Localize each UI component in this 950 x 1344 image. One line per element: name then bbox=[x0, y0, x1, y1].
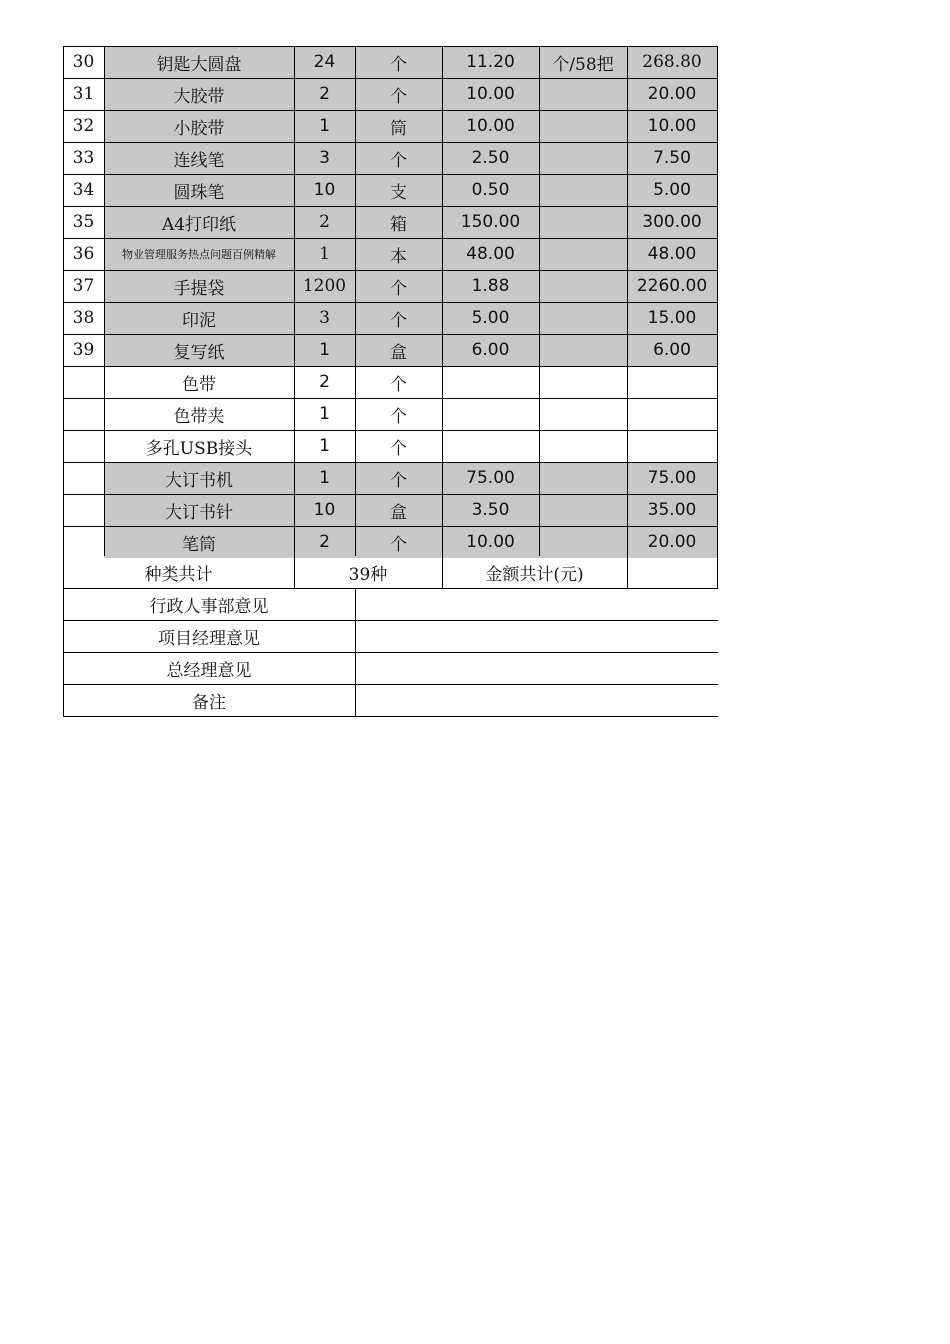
item-name: 钥匙大圆盘 bbox=[104, 46, 294, 78]
row-divider bbox=[63, 620, 718, 621]
item-name: 印泥 bbox=[104, 302, 294, 334]
item-name: 大订书机 bbox=[104, 462, 294, 494]
item-unit: 筒 bbox=[355, 110, 442, 142]
column-divider bbox=[539, 46, 540, 556]
item-amount: 7.50 bbox=[627, 142, 717, 174]
row-number bbox=[63, 462, 104, 494]
item-amount: 75.00 bbox=[627, 462, 717, 494]
item-amount: 48.00 bbox=[627, 238, 717, 270]
item-pack-note bbox=[539, 494, 627, 526]
row-number: 35 bbox=[72, 212, 95, 232]
column-divider bbox=[627, 556, 628, 588]
item-pack-note bbox=[539, 270, 627, 302]
item-unit-price: 3.50 bbox=[442, 494, 539, 526]
approval-value-admin-hr bbox=[355, 588, 717, 620]
row-divider bbox=[63, 652, 718, 653]
row-divider bbox=[63, 174, 718, 175]
column-divider bbox=[294, 556, 295, 588]
row-divider bbox=[63, 142, 718, 143]
item-unit: 个 bbox=[390, 406, 407, 427]
item-unit: 个 bbox=[355, 270, 442, 302]
item-unit: 个 bbox=[355, 46, 442, 78]
item-unit-price: 1.88 bbox=[442, 270, 539, 302]
item-quantity: 1 bbox=[294, 462, 355, 494]
approval-value-remarks bbox=[355, 684, 717, 716]
item-name: 物业管理服务热点问题百例精解 bbox=[104, 238, 294, 270]
row-divider bbox=[63, 494, 718, 495]
item-unit: 盒 bbox=[355, 494, 442, 526]
row-number: 38 bbox=[72, 308, 95, 328]
item-quantity: 1 bbox=[294, 110, 355, 142]
approval-label-admin-hr: 行政人事部意见 bbox=[149, 596, 269, 617]
row-number: 39 bbox=[72, 340, 95, 360]
row-number bbox=[63, 398, 104, 430]
row-divider bbox=[63, 366, 718, 367]
item-name: 圆珠笔 bbox=[104, 174, 294, 206]
item-name: 多孔USB接头 bbox=[145, 438, 253, 459]
item-amount: 268.80 bbox=[627, 46, 717, 78]
row-divider bbox=[63, 430, 718, 431]
item-pack-note bbox=[539, 398, 627, 430]
row-divider bbox=[63, 334, 718, 335]
item-pack-note bbox=[539, 206, 627, 238]
item-amount: 20.00 bbox=[627, 526, 717, 558]
row-divider bbox=[63, 78, 718, 79]
item-pack-note bbox=[539, 238, 627, 270]
row-divider bbox=[63, 302, 718, 303]
row-number bbox=[63, 526, 104, 558]
item-amount: 15.00 bbox=[627, 302, 717, 334]
row-divider bbox=[63, 462, 718, 463]
item-amount: 20.00 bbox=[627, 78, 717, 110]
item-amount: 35.00 bbox=[627, 494, 717, 526]
row-divider bbox=[63, 270, 718, 271]
column-divider bbox=[294, 46, 295, 556]
column-divider bbox=[63, 46, 64, 556]
item-quantity: 3 bbox=[294, 302, 355, 334]
row-divider bbox=[63, 588, 718, 589]
item-unit-price bbox=[442, 430, 539, 462]
item-unit-price bbox=[442, 398, 539, 430]
item-pack-note bbox=[539, 334, 627, 366]
column-divider bbox=[717, 46, 718, 556]
column-divider bbox=[355, 588, 356, 716]
kind-total-label: 种类共计 bbox=[144, 564, 213, 585]
item-quantity: 1 bbox=[294, 334, 355, 366]
item-name: 色带夹 bbox=[173, 406, 225, 427]
item-name: 连线笔 bbox=[104, 142, 294, 174]
row-number bbox=[63, 366, 104, 398]
item-unit-price: 150.00 bbox=[442, 206, 539, 238]
column-divider bbox=[63, 556, 64, 588]
item-name: 大胶带 bbox=[104, 78, 294, 110]
item-quantity: 3 bbox=[294, 142, 355, 174]
item-quantity: 1 bbox=[319, 436, 330, 456]
item-unit: 支 bbox=[355, 174, 442, 206]
row-number: 37 bbox=[72, 276, 95, 296]
item-unit-price: 75.00 bbox=[442, 462, 539, 494]
item-unit-price: 10.00 bbox=[442, 526, 539, 558]
item-amount: 300.00 bbox=[627, 206, 717, 238]
row-number bbox=[63, 430, 104, 462]
row-divider bbox=[63, 716, 718, 717]
row-number: 33 bbox=[72, 148, 95, 168]
item-unit-price: 11.20 bbox=[442, 46, 539, 78]
item-quantity: 1200 bbox=[294, 270, 355, 302]
item-unit: 盒 bbox=[355, 334, 442, 366]
item-unit-price: 10.00 bbox=[442, 110, 539, 142]
item-amount: 2260.00 bbox=[627, 270, 717, 302]
approval-value-project-manager bbox=[355, 620, 717, 652]
row-divider bbox=[63, 110, 718, 111]
row-divider bbox=[63, 206, 718, 207]
item-name: 笔筒 bbox=[104, 526, 294, 558]
item-pack-note bbox=[539, 78, 627, 110]
item-unit: 个 bbox=[390, 438, 407, 459]
item-quantity: 2 bbox=[294, 78, 355, 110]
item-amount: 5.00 bbox=[627, 174, 717, 206]
row-number: 30 bbox=[72, 52, 95, 72]
approval-label-project-manager: 项目经理意见 bbox=[158, 628, 260, 649]
item-quantity: 1 bbox=[294, 238, 355, 270]
row-divider bbox=[63, 46, 718, 47]
item-unit: 个 bbox=[390, 374, 407, 395]
item-unit: 个 bbox=[355, 142, 442, 174]
column-divider bbox=[104, 46, 105, 556]
item-pack-note bbox=[539, 366, 627, 398]
row-divider bbox=[63, 684, 718, 685]
column-divider bbox=[63, 588, 64, 716]
item-amount bbox=[627, 398, 717, 430]
column-divider bbox=[442, 556, 443, 588]
approval-label-remarks: 备注 bbox=[192, 692, 226, 713]
item-amount bbox=[627, 430, 717, 462]
amount-total-label: 金额共计(元) bbox=[485, 564, 584, 585]
item-name: 小胶带 bbox=[104, 110, 294, 142]
item-unit: 个 bbox=[355, 302, 442, 334]
item-quantity: 24 bbox=[294, 46, 355, 78]
approval-label-general-manager: 总经理意见 bbox=[166, 660, 252, 681]
item-unit-price: 6.00 bbox=[442, 334, 539, 366]
item-unit: 个 bbox=[355, 526, 442, 558]
item-pack-note bbox=[539, 142, 627, 174]
item-name: 手提袋 bbox=[104, 270, 294, 302]
item-amount: 6.00 bbox=[627, 334, 717, 366]
item-amount: 10.00 bbox=[627, 110, 717, 142]
row-number bbox=[63, 494, 104, 526]
column-divider bbox=[355, 46, 356, 556]
item-unit: 本 bbox=[355, 238, 442, 270]
row-divider bbox=[63, 238, 718, 239]
item-unit-price: 2.50 bbox=[442, 142, 539, 174]
item-unit-price: 48.00 bbox=[442, 238, 539, 270]
item-name: A4打印纸 bbox=[104, 206, 294, 238]
item-quantity: 1 bbox=[319, 404, 330, 424]
item-pack-note bbox=[539, 462, 627, 494]
item-amount bbox=[627, 366, 717, 398]
item-pack-note bbox=[539, 302, 627, 334]
approval-value-general-manager bbox=[355, 652, 717, 684]
item-name: 大订书针 bbox=[104, 494, 294, 526]
item-pack-note bbox=[539, 526, 627, 558]
item-unit: 箱 bbox=[355, 206, 442, 238]
item-unit-price: 10.00 bbox=[442, 78, 539, 110]
row-number: 34 bbox=[72, 180, 95, 200]
row-number: 31 bbox=[72, 84, 95, 104]
item-name: 色带 bbox=[182, 374, 216, 395]
column-divider bbox=[442, 46, 443, 556]
row-divider bbox=[63, 398, 718, 399]
row-divider bbox=[63, 526, 718, 527]
row-number: 32 bbox=[72, 116, 95, 136]
column-divider bbox=[717, 556, 718, 588]
item-pack-note bbox=[539, 110, 627, 142]
item-pack-note: 个/58把 bbox=[539, 46, 627, 78]
item-quantity: 2 bbox=[294, 206, 355, 238]
amount-total-value bbox=[627, 556, 717, 588]
item-unit-price bbox=[442, 366, 539, 398]
item-pack-note bbox=[539, 430, 627, 462]
item-pack-note bbox=[539, 174, 627, 206]
item-name: 复写纸 bbox=[104, 334, 294, 366]
column-divider bbox=[627, 46, 628, 556]
item-unit: 个 bbox=[355, 78, 442, 110]
item-quantity: 2 bbox=[294, 526, 355, 558]
kind-total-value: 39种 bbox=[348, 564, 388, 585]
item-quantity: 10 bbox=[294, 494, 355, 526]
row-number: 36 bbox=[72, 244, 95, 264]
item-quantity: 10 bbox=[294, 174, 355, 206]
item-unit: 个 bbox=[355, 462, 442, 494]
item-unit-price: 5.00 bbox=[442, 302, 539, 334]
item-quantity: 2 bbox=[319, 372, 330, 392]
item-unit-price: 0.50 bbox=[442, 174, 539, 206]
